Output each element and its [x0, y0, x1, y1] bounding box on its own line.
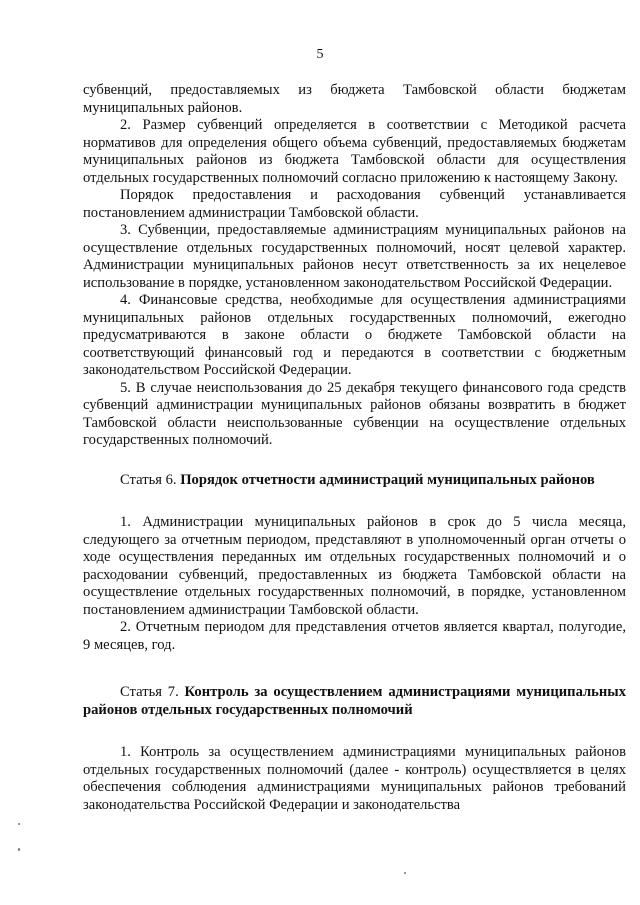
scan-speck: [404, 872, 406, 874]
paragraph: Порядок предоставления и расходования субвенций устанавливается постановлением администрации Тамбовской области.: [83, 187, 626, 221]
scan-speck: [18, 848, 20, 851]
paragraph: 4. Финансовые средства, необходимые для осуществления администрациями муниципальных районов отдельных государственных полномочий, ежегодно предусматриваются в законе области о бюджете Тамбовской области на соответствующий финансовый год и передаются в соответствии с бюджетным законодательством Российской Федерации.: [83, 292, 626, 378]
article-7-heading: [83, 684, 626, 719]
paragraph: субвенций, предоставляемых из бюджета Тамбовской области бюджетам муниципальных районов.: [83, 82, 626, 116]
paragraph: 3. Субвенции, предоставляемые администрациям муниципальных районов на осуществление отдельных государственных полномочий, носят целевой характер. Администрации муниципальных районов несут ответственность за их нецелевое использование в порядке, установленном законодательством Российской Федерации.: [83, 222, 626, 291]
article-7-prefix: Статья 7.: [120, 684, 185, 700]
paragraph: 5. В случае неиспользования до 25 декабря текущего финансового года средств субвенций администрации муниципальных районов обязаны возвратить в бюджет Тамбовской области неиспользованные субвенции на осуществление отдельных государственных полномочий.: [83, 379, 626, 448]
article-6-heading: [83, 472, 626, 490]
paragraph: 2. Размер субвенций определяется в соответствии с Методикой расчета нормативов для определения общего объема субвенций, предоставляемых бюджетам муниципальных районов из бюджета Тамбовской области для осуществления отдельных государственных полномочий согласно приложению к настоящему Закону.: [83, 117, 626, 186]
scan-speck: [18, 823, 20, 825]
page-number: 5: [316, 47, 324, 62]
paragraph: 1. Контроль за осуществлением администрациями муниципальных районов отдельных государственных полномочий (далее - контроль) осуществляется в целях обеспечения соблюдения администрациями муниципальных районов требований законодательства Российской Федерации и законодательства: [83, 744, 626, 813]
article-6-prefix: Статья 6.: [120, 471, 181, 488]
paragraph: 1. Администрации муниципальных районов в срок до 5 числа месяца, следующего за отчетным периодом, представляют в уполномоченный орган отчеты о ходе осуществления переданных им отдельных государственных полномочий и о расходовании субвенций, предоставленных из бюджета Тамбовской области на осуществление отдельных государственных полномочий, в порядке, установленном постановлением администрации Тамбовской области.: [83, 514, 626, 618]
article-7-title: Контроль за осуществлением администрациями муниципальных районов отдельных государственных полномочий: [83, 684, 626, 718]
document-body: [83, 82, 626, 814]
article-6-title: Порядок отчетности администраций муниципальных районов: [180, 471, 595, 488]
paragraph: 2. Отчетным периодом для представления отчетов является квартал, полугодие, 9 месяцев, год.: [83, 619, 626, 653]
